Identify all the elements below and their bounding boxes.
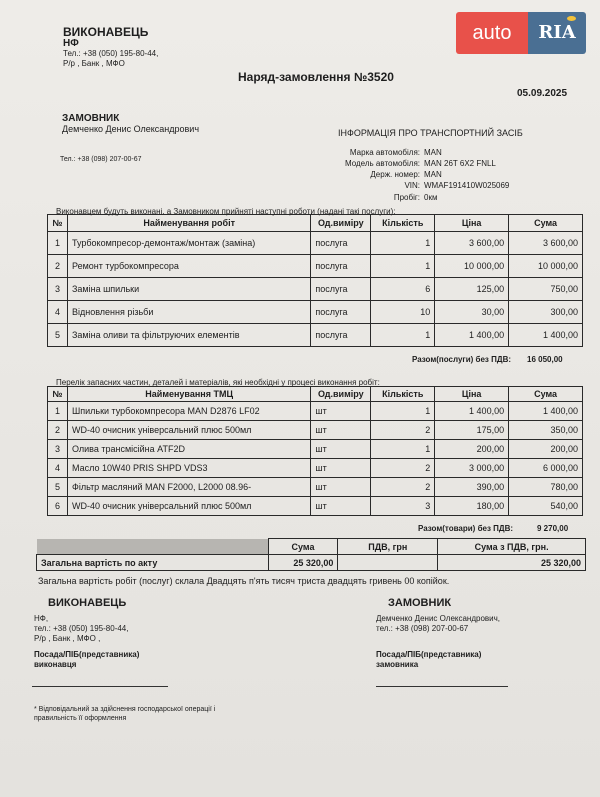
works-cell-qty: 10 xyxy=(371,301,435,324)
document-title: Наряд-замовлення №3520 xyxy=(238,70,394,84)
works-header-row xyxy=(48,215,583,232)
materials-header-qty: Кількість xyxy=(371,387,435,402)
materials-cell-unit: шт xyxy=(311,459,371,478)
contractor-name: НФ xyxy=(63,38,79,49)
materials-cell-name: WD-40 очисник універсальний плюс 500мл xyxy=(67,497,310,516)
works-cell-no: 5 xyxy=(48,324,68,347)
total-in-words: Загальна вартість робіт (послуг) склала Двадцять п'ять тисяч триста двадцять гривень 00 копійок. xyxy=(38,576,450,586)
materials-cell-sum: 780,00 xyxy=(509,478,583,497)
footnote-line2: правильність її оформлення xyxy=(34,715,127,722)
works-cell-unit: послуга xyxy=(311,324,371,347)
works-total-label: Разом(послуги) без ПДВ: xyxy=(412,355,512,364)
vehicle-info-title: ІНФОРМАЦІЯ ПРО ТРАНСПОРТНИЙ ЗАСІБ xyxy=(338,128,523,138)
materials-header-sum: Сума xyxy=(509,387,583,402)
materials-intro: Перелік запасних частин, деталей і матеріалів, які необхідні у процесі виконання робіт: xyxy=(56,378,380,387)
works-cell-name: Відновлення різьби xyxy=(67,301,310,324)
works-header-unit: Од.виміру xyxy=(311,215,371,232)
vehicle-value-model: MAN 26T 6X2 FNLL xyxy=(424,159,496,168)
table-row xyxy=(48,440,583,459)
works-cell-price: 30,00 xyxy=(435,301,509,324)
materials-cell-no: 6 xyxy=(48,497,68,516)
materials-total-label: Разом(товари) без ПДВ: xyxy=(418,524,514,533)
works-cell-sum: 750,00 xyxy=(509,278,583,301)
materials-header-name: Найменування ТМЦ xyxy=(67,387,310,402)
materials-cell-name: Шпильки турбокомпресора MAN D2876 LF02 xyxy=(67,402,310,421)
materials-cell-name: Олива трансмісійна ATF2D xyxy=(67,440,310,459)
materials-cell-qty: 1 xyxy=(371,440,435,459)
materials-cell-qty: 2 xyxy=(371,478,435,497)
materials-cell-price: 390,00 xyxy=(435,478,509,497)
works-cell-name: Заміна шпильки xyxy=(67,278,310,301)
materials-cell-name: Фільтр масляний MAN F2000, L2000 08.96- xyxy=(67,478,310,497)
materials-cell-price: 1 400,00 xyxy=(435,402,509,421)
materials-cell-price: 180,00 xyxy=(435,497,509,516)
works-header-price: Ціна xyxy=(435,215,509,232)
vehicle-value-vin: WMAF191410W025069 xyxy=(424,181,510,190)
vehicle-label-mileage: Пробіг: xyxy=(393,193,420,202)
materials-cell-name: WD-40 очисник універсальний плюс 500мл xyxy=(67,421,310,440)
works-cell-qty: 1 xyxy=(371,324,435,347)
logo-auto-part: auto xyxy=(456,12,528,54)
materials-cell-unit: шт xyxy=(311,497,371,516)
materials-cell-qty: 3 xyxy=(371,497,435,516)
materials-cell-no: 2 xyxy=(48,421,68,440)
materials-header-row xyxy=(48,387,583,402)
works-cell-no: 4 xyxy=(48,301,68,324)
materials-cell-name: Масло 10W40 PRIS SHPD VDS3 xyxy=(67,459,310,478)
materials-cell-qty: 2 xyxy=(371,459,435,478)
table-row xyxy=(48,278,583,301)
table-row xyxy=(48,301,583,324)
materials-cell-price: 175,00 xyxy=(435,421,509,440)
contractor-phone: Тел.: +38 (050) 195-80-44, xyxy=(63,49,159,58)
works-total-value: 16 050,00 xyxy=(527,355,563,364)
table-row xyxy=(48,421,583,440)
sign-customer-title: ЗАМОВНИК xyxy=(388,597,452,609)
sign-contractor-line xyxy=(32,686,168,687)
sign-contractor-role: виконавця xyxy=(34,660,77,669)
materials-cell-no: 5 xyxy=(48,478,68,497)
works-cell-unit: послуга xyxy=(311,232,371,255)
materials-header-price: Ціна xyxy=(435,387,509,402)
table-row xyxy=(48,459,583,478)
materials-cell-sum: 350,00 xyxy=(509,421,583,440)
works-intro: Виконавцем будуть виконані, а Замовником прийняті наступні роботи (надані такі послуги): xyxy=(56,207,396,216)
materials-cell-sum: 200,00 xyxy=(509,440,583,459)
table-row xyxy=(48,255,583,278)
sign-customer-role: замовника xyxy=(376,660,419,669)
materials-cell-no: 4 xyxy=(48,459,68,478)
works-cell-price: 3 600,00 xyxy=(435,232,509,255)
table-row xyxy=(48,478,583,497)
works-cell-unit: послуга xyxy=(311,255,371,278)
summary-header-row xyxy=(37,539,586,555)
summary-table xyxy=(36,538,586,571)
materials-cell-price: 200,00 xyxy=(435,440,509,459)
materials-table xyxy=(47,386,583,516)
materials-cell-no: 3 xyxy=(48,440,68,459)
materials-cell-unit: шт xyxy=(311,421,371,440)
materials-header-no: № xyxy=(48,387,68,402)
vehicle-label-vin: VIN: xyxy=(404,181,420,190)
materials-cell-qty: 2 xyxy=(371,421,435,440)
table-row xyxy=(48,497,583,516)
customer-phone: Тел.: +38 (098) 207-00-67 xyxy=(60,156,142,163)
summary-header-sum: Сума xyxy=(268,539,338,555)
materials-cell-no: 1 xyxy=(48,402,68,421)
vehicle-value-plate: MAN xyxy=(424,170,442,179)
contractor-title: ВИКОНАВЕЦЬ xyxy=(63,25,149,39)
works-cell-sum: 3 600,00 xyxy=(509,232,583,255)
works-cell-price: 125,00 xyxy=(435,278,509,301)
works-cell-name: Ремонт турбокомпресора xyxy=(67,255,310,278)
materials-cell-unit: шт xyxy=(311,478,371,497)
works-cell-no: 1 xyxy=(48,232,68,255)
sign-contractor-bank: Р/р , Банк , МФО , xyxy=(34,634,101,643)
materials-cell-price: 3 000,00 xyxy=(435,459,509,478)
works-cell-qty: 1 xyxy=(371,255,435,278)
sign-customer-position: Посада/ПІБ(представника) xyxy=(376,650,482,659)
materials-header-unit: Од.виміру xyxy=(311,387,371,402)
works-cell-unit: послуга xyxy=(311,301,371,324)
summary-sum-value: 25 320,00 xyxy=(268,555,338,571)
summary-header-sum-vat: Сума з ПДВ, грн. xyxy=(438,539,586,555)
works-cell-name: Заміна оливи та фільтруючих елементів xyxy=(67,324,310,347)
works-cell-name: Турбокомпресор-демонтаж/монтаж (заміна) xyxy=(67,232,310,255)
logo-ria-text: RIA xyxy=(538,22,576,43)
table-row xyxy=(48,232,583,255)
works-cell-sum: 300,00 xyxy=(509,301,583,324)
works-header-sum: Сума xyxy=(509,215,583,232)
works-cell-no: 2 xyxy=(48,255,68,278)
table-row xyxy=(48,324,583,347)
sign-customer-phone: тел.: +38 (098) 207-00-67 xyxy=(376,624,469,633)
works-cell-qty: 1 xyxy=(371,232,435,255)
vehicle-label-make: Марка автомобіля: xyxy=(349,148,420,157)
works-cell-price: 10 000,00 xyxy=(435,255,509,278)
vehicle-value-make: MAN xyxy=(424,148,442,157)
sign-contractor-title: ВИКОНАВЕЦЬ xyxy=(48,597,127,609)
works-cell-unit: послуга xyxy=(311,278,371,301)
customer-title: ЗАМОВНИК xyxy=(62,113,120,124)
sign-contractor-phone: тел.: +38 (050) 195-80-44, xyxy=(34,624,129,633)
works-cell-price: 1 400,00 xyxy=(435,324,509,347)
materials-cell-qty: 1 xyxy=(371,402,435,421)
works-cell-no: 3 xyxy=(48,278,68,301)
summary-vat-value xyxy=(338,555,438,571)
works-cell-sum: 10 000,00 xyxy=(509,255,583,278)
summary-empty-cell xyxy=(37,539,269,555)
summary-sum-vat-value: 25 320,00 xyxy=(438,555,586,571)
document-date: 05.09.2025 xyxy=(517,88,568,99)
sign-contractor-line1: НФ, xyxy=(34,614,49,623)
works-cell-sum: 1 400,00 xyxy=(509,324,583,347)
contractor-bank: Р/р , Банк , МФО xyxy=(63,59,125,68)
customer-name: Демченко Денис Олександрович xyxy=(62,124,200,134)
materials-total-value: 9 270,00 xyxy=(537,524,569,533)
works-header-name: Найменування робіт xyxy=(67,215,310,232)
sign-customer-name: Демченко Денис Олександрович, xyxy=(376,614,501,623)
footnote-line1: * Відповідальний за здійснення господарської операції і xyxy=(34,706,216,713)
vehicle-label-plate: Держ. номер: xyxy=(370,170,420,179)
works-table xyxy=(47,214,583,347)
materials-cell-sum: 1 400,00 xyxy=(509,402,583,421)
table-row xyxy=(48,402,583,421)
materials-cell-unit: шт xyxy=(311,402,371,421)
materials-cell-unit: шт xyxy=(311,440,371,459)
vehicle-value-mileage: 0км xyxy=(424,193,438,202)
sign-contractor-position: Посада/ПІБ(представника) xyxy=(34,650,140,659)
materials-cell-sum: 540,00 xyxy=(509,497,583,516)
sign-customer-line xyxy=(376,686,508,687)
summary-value-row xyxy=(37,555,586,571)
works-cell-qty: 6 xyxy=(371,278,435,301)
autoria-logo xyxy=(456,12,588,54)
works-header-qty: Кількість xyxy=(371,215,435,232)
summary-row-label: Загальна вартість по акту xyxy=(37,555,269,571)
summary-header-vat: ПДВ, грн xyxy=(338,539,438,555)
logo-dot-icon xyxy=(567,16,576,21)
vehicle-label-model: Модель автомобіля: xyxy=(344,159,420,168)
materials-cell-sum: 6 000,00 xyxy=(509,459,583,478)
works-header-no: № xyxy=(48,215,68,232)
logo-ria-part xyxy=(528,12,586,54)
